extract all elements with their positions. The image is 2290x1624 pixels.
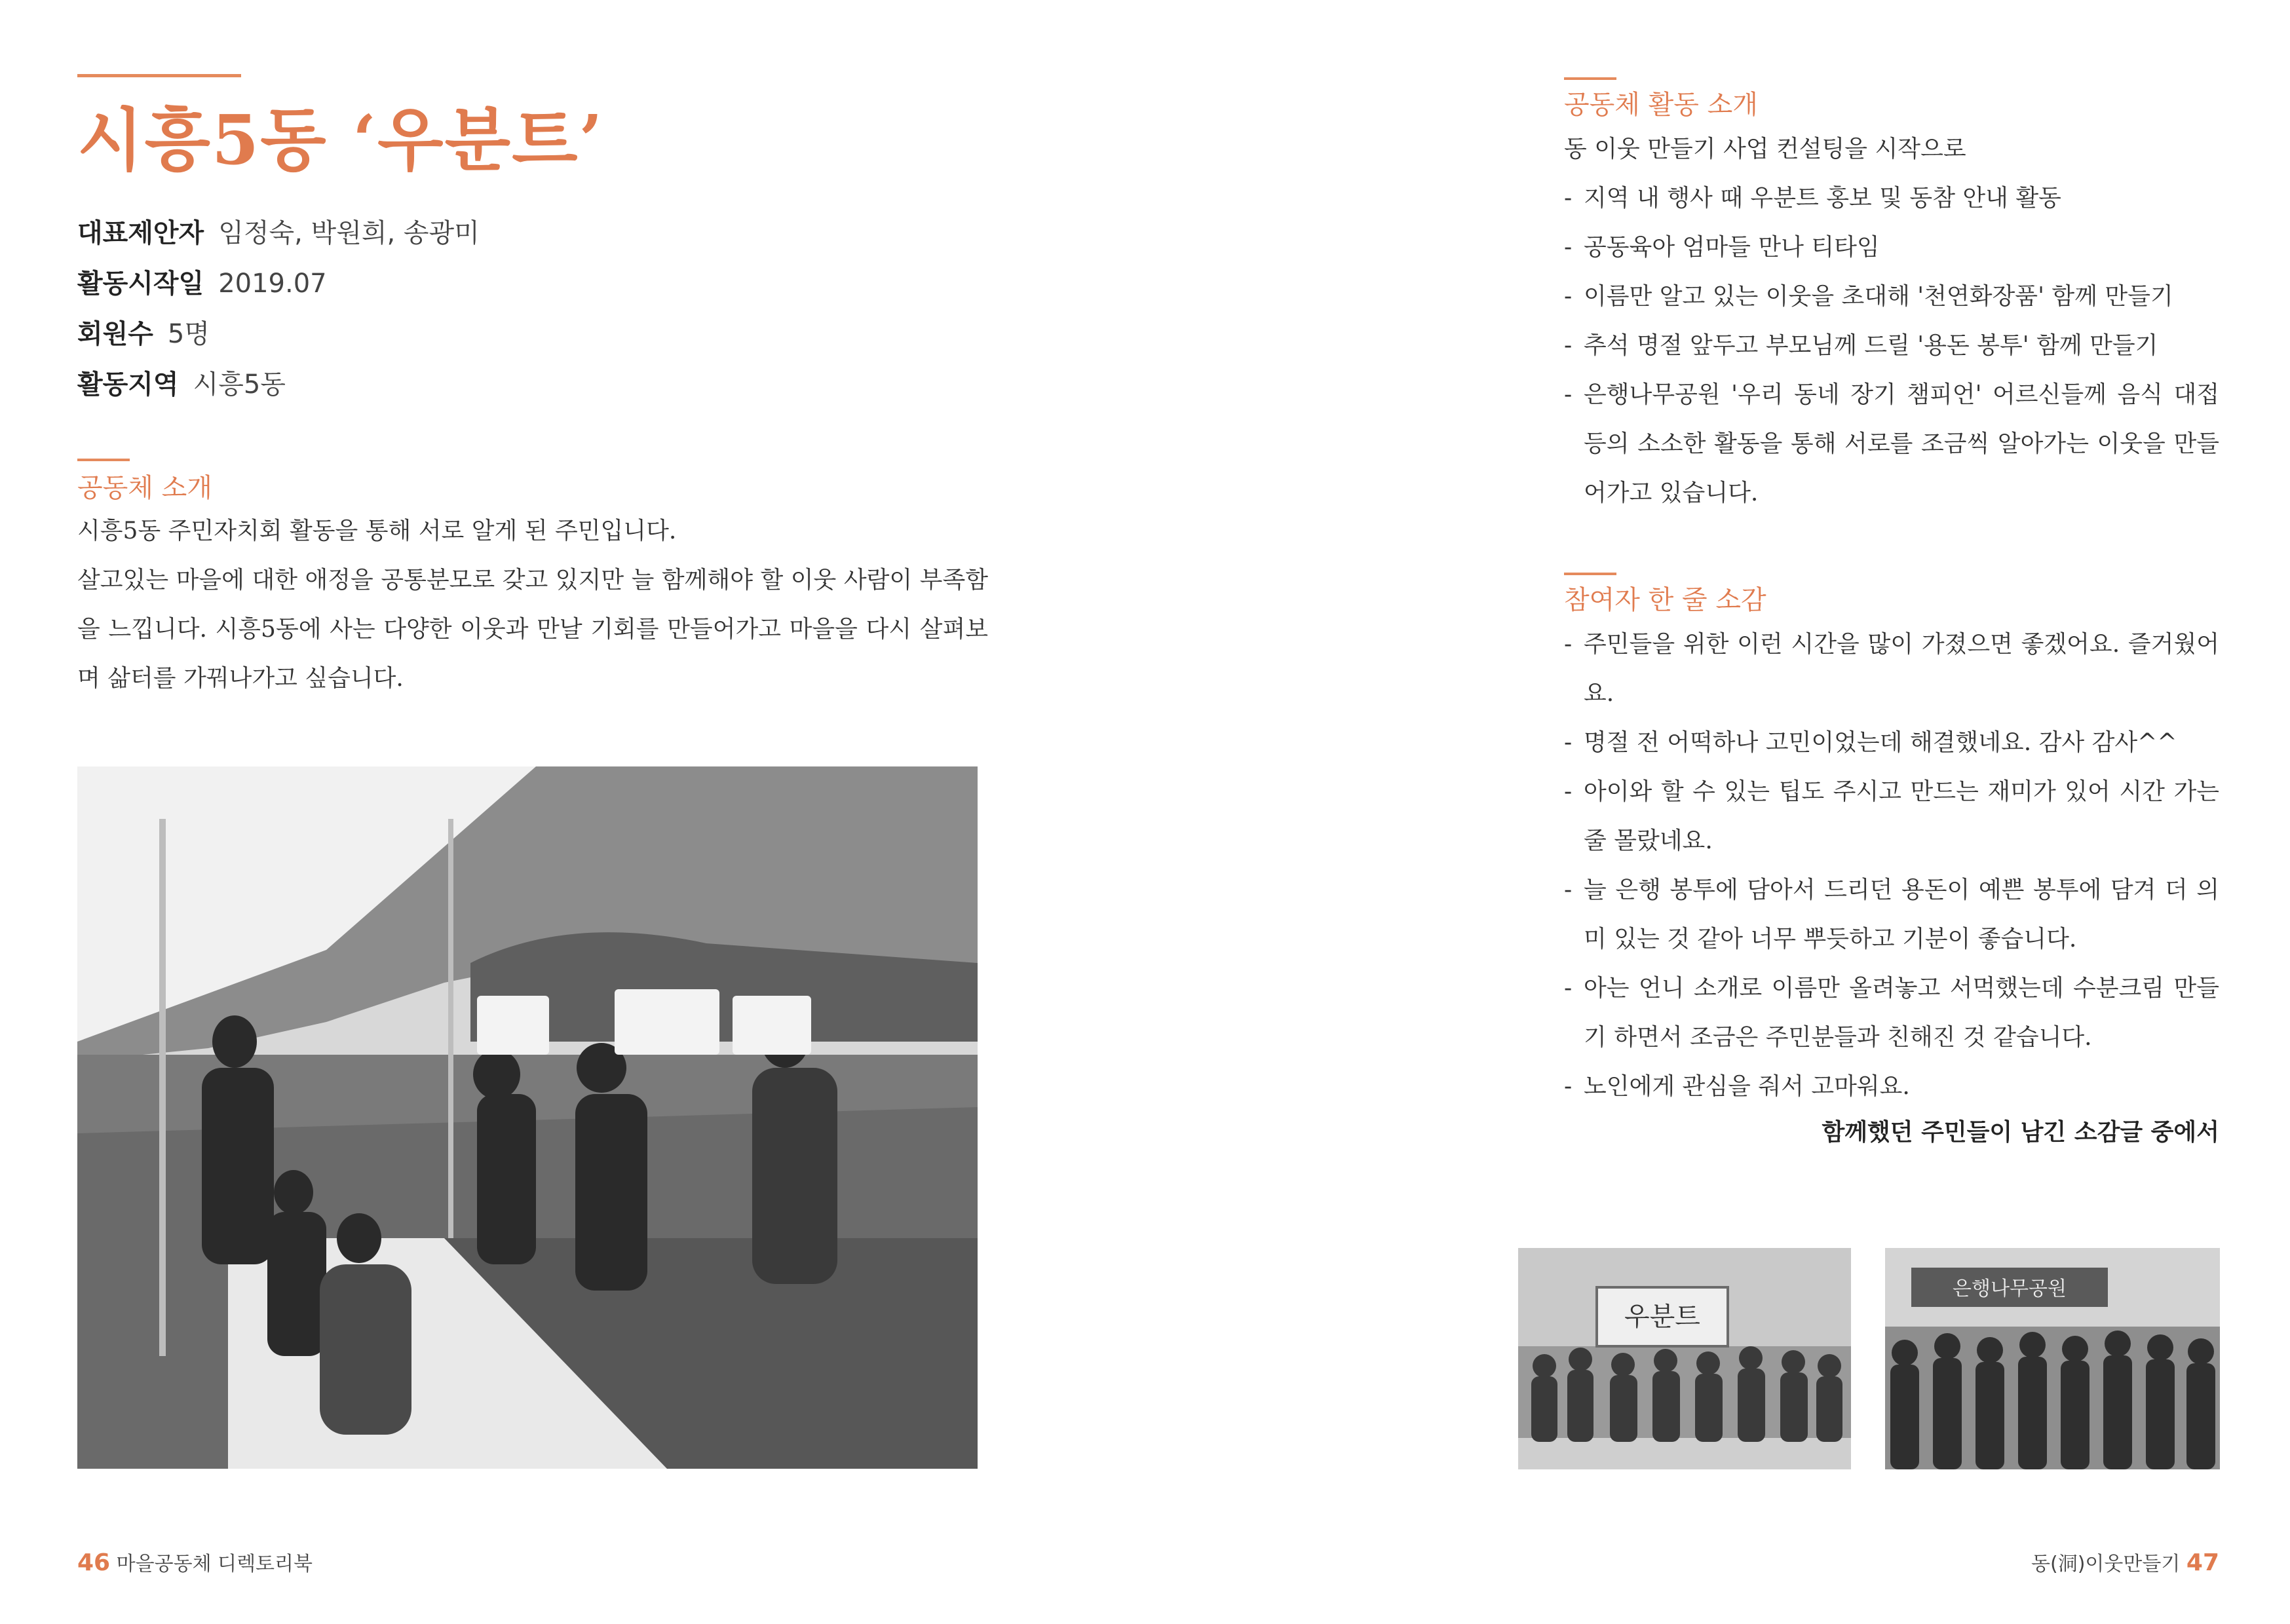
- list-item: - 늘 은행 봉투에 담아서 드리던 용돈이 예쁜 봉투에 담겨 더 의미 있는 것 같아 너무 뿌듯하고 기분이 좋습니다.: [1564, 865, 2219, 964]
- impressions-heading: 참여자 한 줄 소감: [1564, 585, 1766, 615]
- meta-value: 시흥5동: [193, 369, 286, 400]
- footer-book-title: 동(洞)이웃만들기: [2031, 1553, 2181, 1576]
- meta-label: 활동지역: [77, 369, 179, 400]
- list-item: - 아는 언니 소개로 이름만 올려놓고 서먹했는데 수분크림 만들기 하면서 조금은 주민분들과 친해진 것 같습니다.: [1564, 964, 2219, 1062]
- list-item: - 아이와 할 수 있는 팁도 주시고 만드는 재미가 있어 시간 가는 줄 몰랐네요.: [1564, 767, 2219, 865]
- list-item: - 공동육아 엄마들 만나 티타임: [1564, 223, 2219, 272]
- impressions-text: [1564, 620, 2219, 1111]
- title-rule: [77, 74, 241, 77]
- impressions-list: [1564, 620, 2219, 1111]
- footer-book-title: 마을공동체 디렉토리북: [116, 1553, 313, 1576]
- activities-lead: 동 이웃 만들기 사업 컨설팅을 시작으로: [1564, 136, 1966, 162]
- intro-paragraph: 시흥5동 주민자치회 활동을 통해 서로 알게 된 주민입니다.: [77, 518, 677, 544]
- intro-paragraph: 살고있는 마을에 대한 애정을 공통분모로 갖고 있지만 늘 함께해야 할 이웃 사람이 부족함을 느낍니다. 시흥5동에 사는 다양한 이웃과 만날 기회를 만들어가고 마을을 다시 살펴보며 삶터를 가꿔나가고 싶습니다.: [77, 567, 988, 692]
- event-photo: [77, 766, 978, 1469]
- meta-label: 회원수: [77, 319, 153, 349]
- meta-region: [77, 360, 480, 410]
- page-number: 46: [77, 1549, 111, 1576]
- list-item: - 명절 전 어떡하나 고민이었는데 해결했네요. 감사 감사^^: [1564, 718, 2219, 767]
- meta-value: 5명: [167, 319, 210, 349]
- list-item: - 은행나무공원 '우리 동네 장기 챔피언' 어르신들께 음식 대접 등의 소소한 활동을 통해 서로를 조금씩 알아가는 이웃을 만들어가고 있습니다.: [1564, 370, 2219, 518]
- group-photo-indoor-image: [1518, 1248, 1851, 1469]
- footer-left: [77, 1547, 313, 1576]
- list-item: - 이름만 알고 있는 이웃을 초대해 '천연화장품' 함께 만들기: [1564, 272, 2219, 321]
- section-rule: [1564, 573, 1616, 575]
- meta-representative: [77, 208, 480, 259]
- page-number: 47: [2186, 1549, 2219, 1576]
- list-item: - 지역 내 행사 때 우분트 홍보 및 동참 안내 활동: [1564, 174, 2219, 223]
- list-item: - 주민들을 위한 이런 시간을 많이 가졌으면 좋겠어요. 즐거웠어요.: [1564, 620, 2219, 718]
- activities-list: [1564, 174, 2219, 518]
- community-meta: [77, 208, 480, 410]
- list-item: - 노인에게 관심을 줘서 고마워요.: [1564, 1062, 2219, 1111]
- meta-label: 활동시작일: [77, 269, 204, 299]
- meta-start-date: [77, 259, 480, 309]
- indoor-sign-text: 우분트: [1624, 1302, 1700, 1332]
- group-photo-park-image: [1885, 1248, 2220, 1469]
- group-photo-park: [1885, 1248, 2220, 1469]
- intro-heading: 공동체 소개: [77, 473, 212, 503]
- meta-value: 임정숙, 박원희, 송광미: [218, 218, 480, 248]
- meta-members: [77, 309, 480, 360]
- activities-text: [1564, 124, 2219, 518]
- intro-text: [77, 506, 988, 703]
- list-item: - 추석 명절 앞두고 부모님께 드릴 '용돈 봉투' 함께 만들기: [1564, 321, 2219, 370]
- impressions-source: 함께했던 주민들이 남긴 소감글 중에서: [1822, 1119, 2219, 1146]
- meta-value: 2019.07: [218, 269, 327, 299]
- section-rule: [77, 459, 130, 461]
- group-photo-indoor: [1518, 1248, 1851, 1469]
- park-sign-text: 은행나무공원: [1953, 1277, 2067, 1300]
- footer-right: [2031, 1547, 2219, 1576]
- section-rule: [1564, 77, 1616, 80]
- event-photo-image: [77, 766, 978, 1469]
- activities-heading: 공동체 활동 소개: [1564, 90, 1758, 120]
- page-title: 시흥5동 ‘우분트’: [77, 100, 604, 180]
- meta-label: 대표제안자: [77, 218, 204, 248]
